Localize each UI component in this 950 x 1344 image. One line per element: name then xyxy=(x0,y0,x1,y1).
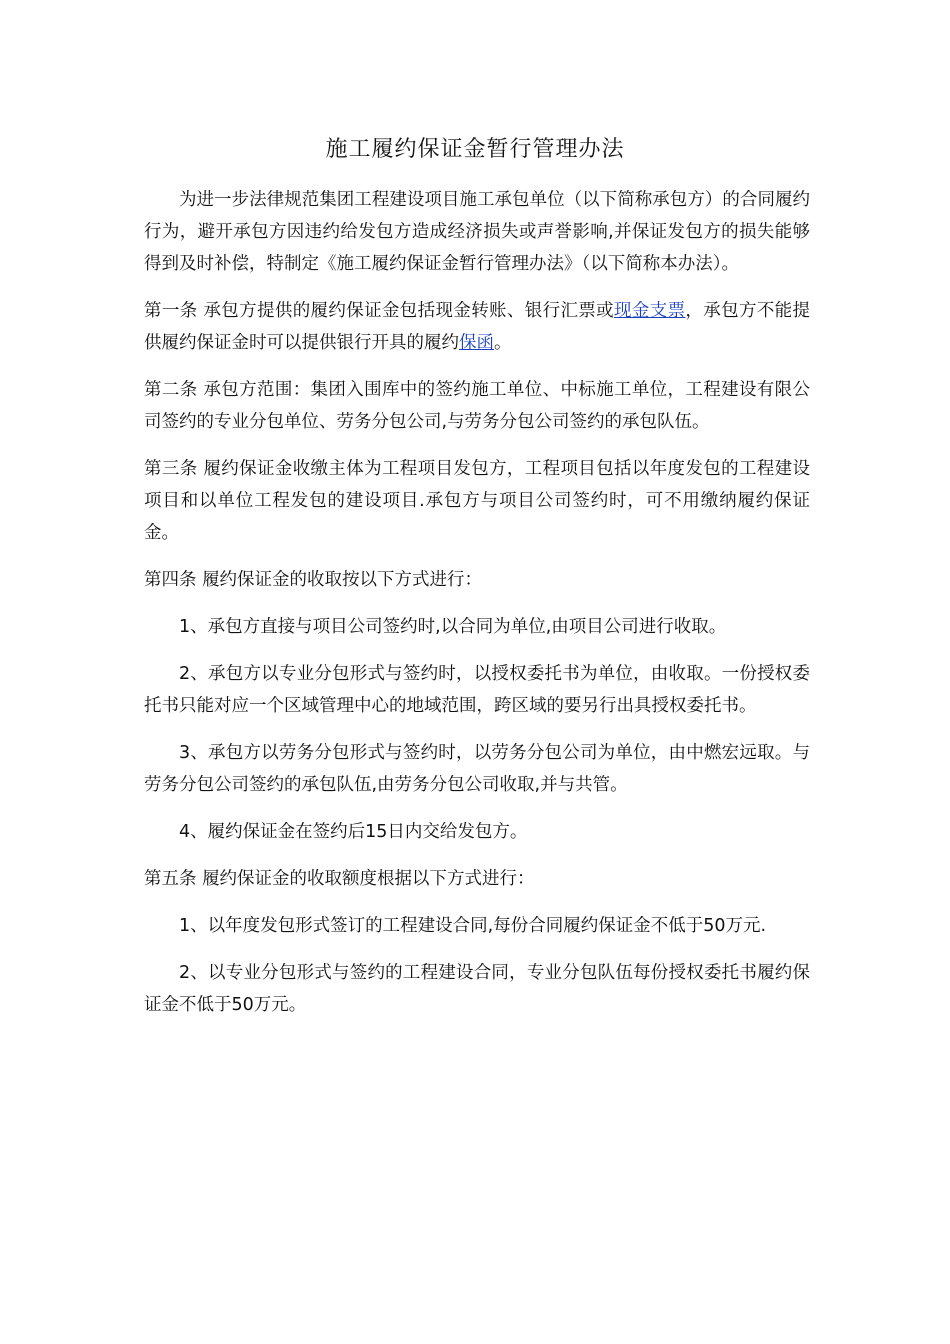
article-5-item: 2、以专业分包形式与签约的工程建设合同，专业分包队伍每份授权委托书履约保证金不低于50万元。 xyxy=(144,963,810,1015)
article-5-heading: 第五条 履约保证金的收取额度根据以下方式进行： xyxy=(144,869,535,889)
article-1-text-part2: ，承包方不能提供履约保证金时可以提供银行开具的履约 xyxy=(144,301,811,353)
guarantee-letter-link[interactable]: 保函 xyxy=(459,333,494,353)
article-4-item: 1、承包方直接与项目公司签约时,以合同为单位,由项目公司进行收取。 xyxy=(179,617,727,637)
article-3-paragraph: 第三条 履约保证金收缴主体为工程项目发包方，工程项目包括以年度发包的工程建设项目和以单位工程发包的建设项目.承包方与项目公司签约时，可不用缴纳履约保证金。 xyxy=(144,459,810,543)
article-1-text-part3: 。 xyxy=(494,333,512,353)
article-5-item: 1、以年度发包形式签订的工程建设合同,每份合同履约保证金不低于50万元. xyxy=(179,916,767,936)
article-4-item: 2、承包方以专业分包形式与签约时，以授权委托书为单位，由收取。一份授权委托书只能对应一个区域管理中心的地域范围，跨区域的要另行出具授权委托书。 xyxy=(144,664,810,716)
document-body xyxy=(144,184,810,1036)
cash-check-link[interactable]: 现金支票 xyxy=(614,301,686,321)
intro-paragraph: 为进一步法律规范集团工程建设项目施工承包单位（以下简称承包方）的合同履约行为，避开承包方因违约给发包方造成经济损失或声誉影响,并保证发包方的损失能够得到及时补偿，特制定《施工履约保证金暂行管理办法》（以下简称本办法）。 xyxy=(144,190,810,274)
article-1-paragraph xyxy=(144,295,810,359)
article-4-item: 4、履约保证金在签约后15日内交给发包方。 xyxy=(179,822,528,842)
article-1-text-part1: 第一条 承包方提供的履约保证金包括现金转账、银行汇票或 xyxy=(144,301,615,321)
article-4-item: 3、承包方以劳务分包形式与签约时，以劳务分包公司为单位，由中燃宏远取。与劳务分包公司签约的承包队伍,由劳务分包公司收取,并与共管。 xyxy=(144,743,810,795)
document-title: 施工履约保证金暂行管理办法 xyxy=(325,137,625,162)
article-2-paragraph: 第二条 承包方范围：集团入围库中的签约施工单位、中标施工单位，工程建设有限公司签约的专业分包单位、劳务分包公司,与劳务分包公司签约的承包队伍。 xyxy=(144,380,810,432)
article-4-heading: 第四条 履约保证金的收取按以下方式进行： xyxy=(144,570,483,590)
